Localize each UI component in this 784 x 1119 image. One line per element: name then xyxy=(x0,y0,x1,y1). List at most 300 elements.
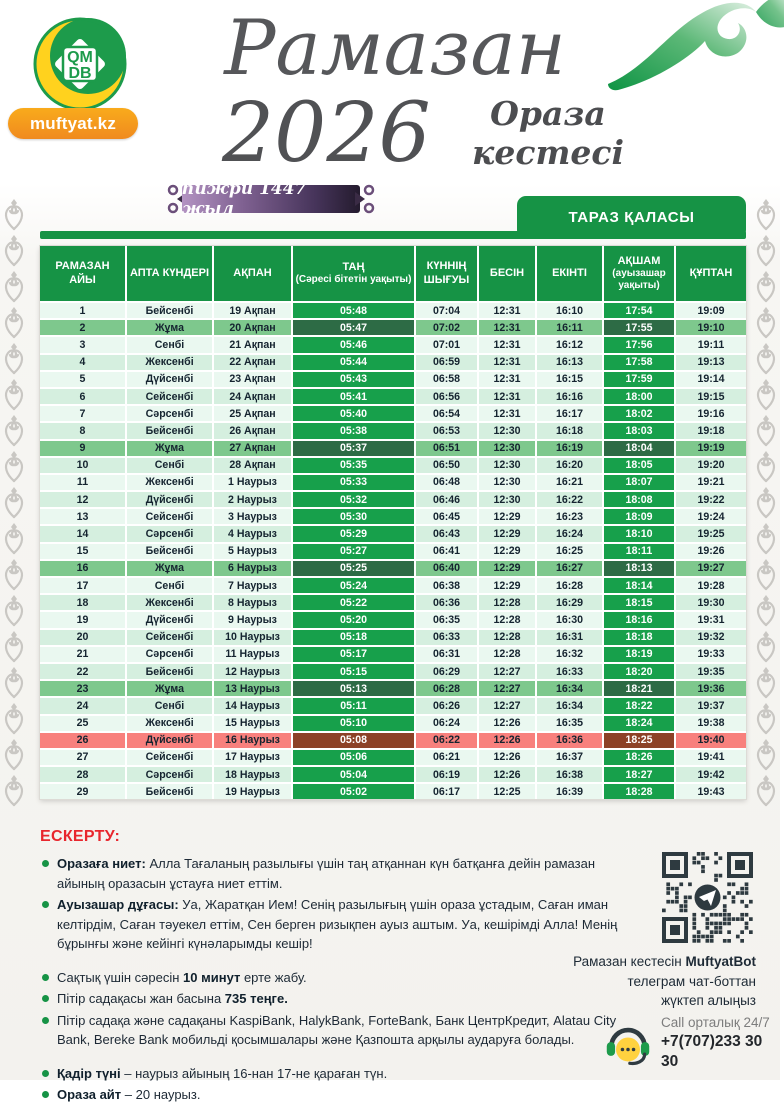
cell-besin-time: 12:31 xyxy=(479,355,535,370)
column-header-aqsham: АҚШАМ (ауызашар уақыты) xyxy=(604,246,674,301)
cell-tan-time: 05:15 xyxy=(293,664,414,679)
cell-ekinti-time: 16:11 xyxy=(537,320,602,335)
cell-weekday: Бейсенбі xyxy=(127,423,212,438)
cell-ekinti-time: 16:29 xyxy=(537,595,602,610)
cell-weekday: Дүйсенбі xyxy=(127,372,212,387)
cell-weekday: Сейсенбі xyxy=(127,630,212,645)
cell-sunrise-time: 06:41 xyxy=(416,544,477,559)
cell-tan-time: 05:43 xyxy=(293,372,414,387)
cell-quptan-time: 19:35 xyxy=(676,664,746,679)
cell-date: 6 Наурыз xyxy=(214,561,291,576)
cell-weekday: Сейсенбі xyxy=(127,509,212,524)
cell-day-number: 10 xyxy=(40,458,125,473)
cell-date: 26 Ақпан xyxy=(214,423,291,438)
cell-besin-time: 12:29 xyxy=(479,544,535,559)
cell-besin-time: 12:31 xyxy=(479,337,535,352)
cell-date: 19 Наурыз xyxy=(214,784,291,799)
cell-besin-time: 12:28 xyxy=(479,630,535,645)
cell-aqsham-time: 18:10 xyxy=(604,526,674,541)
cell-besin-time: 12:30 xyxy=(479,441,535,456)
table-row xyxy=(40,355,746,370)
cell-tan-time: 05:38 xyxy=(293,423,414,438)
cell-ekinti-time: 16:25 xyxy=(537,544,602,559)
cell-day-number: 11 xyxy=(40,475,125,490)
cell-tan-time: 05:27 xyxy=(293,544,414,559)
table-row xyxy=(40,630,746,645)
svg-text:QM: QM xyxy=(67,49,93,66)
cell-ekinti-time: 16:15 xyxy=(537,372,602,387)
cell-sunrise-time: 06:58 xyxy=(416,372,477,387)
table-row xyxy=(40,767,746,782)
cell-quptan-time: 19:26 xyxy=(676,544,746,559)
cell-quptan-time: 19:36 xyxy=(676,681,746,696)
cell-date: 17 Наурыз xyxy=(214,750,291,765)
cell-date: 14 Наурыз xyxy=(214,698,291,713)
cell-weekday: Сенбі xyxy=(127,337,212,352)
cell-besin-time: 12:30 xyxy=(479,475,535,490)
call-center-phone[interactable]: +7(707)233 30 30 xyxy=(661,1032,763,1070)
note-item: Ораза айт – 20 наурыз. xyxy=(40,1085,625,1105)
cell-aqsham-time: 18:03 xyxy=(604,423,674,438)
cell-sunrise-time: 06:56 xyxy=(416,389,477,404)
cell-weekday: Сейсенбі xyxy=(127,750,212,765)
cell-day-number: 12 xyxy=(40,492,125,507)
cell-besin-time: 12:28 xyxy=(479,647,535,662)
cell-ekinti-time: 16:36 xyxy=(537,733,602,748)
cell-tan-time: 05:35 xyxy=(293,458,414,473)
cell-tan-time: 05:44 xyxy=(293,355,414,370)
cell-day-number: 27 xyxy=(40,750,125,765)
cell-sunrise-time: 07:02 xyxy=(416,320,477,335)
table-row xyxy=(40,733,746,748)
cell-day-number: 24 xyxy=(40,698,125,713)
cell-besin-time: 12:30 xyxy=(479,458,535,473)
cell-date: 5 Наурыз xyxy=(214,544,291,559)
cell-tan-time: 05:47 xyxy=(293,320,414,335)
cell-besin-time: 12:27 xyxy=(479,698,535,713)
table-row xyxy=(40,526,746,541)
cell-sunrise-time: 06:40 xyxy=(416,561,477,576)
notes-group-3 xyxy=(40,1064,625,1105)
cell-tan-time: 05:22 xyxy=(293,595,414,610)
cell-day-number: 16 xyxy=(40,561,125,576)
cell-day-number: 29 xyxy=(40,784,125,799)
cell-quptan-time: 19:24 xyxy=(676,509,746,524)
cell-quptan-time: 19:31 xyxy=(676,612,746,627)
cell-besin-time: 12:31 xyxy=(479,320,535,335)
cell-ekinti-time: 16:10 xyxy=(537,303,602,318)
bullet-icon xyxy=(42,1017,49,1024)
cell-ekinti-time: 16:20 xyxy=(537,458,602,473)
cell-aqsham-time: 17:54 xyxy=(604,303,674,318)
cell-ekinti-time: 16:39 xyxy=(537,784,602,799)
qr-caption-line: жүктеп алыңыз xyxy=(661,993,756,1009)
cell-tan-time: 05:48 xyxy=(293,303,414,318)
cell-besin-time: 12:25 xyxy=(479,784,535,799)
cell-besin-time: 12:27 xyxy=(479,664,535,679)
cell-day-number: 21 xyxy=(40,647,125,662)
cell-aqsham-time: 17:55 xyxy=(604,320,674,335)
cell-aqsham-time: 18:16 xyxy=(604,612,674,627)
cell-tan-time: 05:32 xyxy=(293,492,414,507)
cell-besin-time: 12:31 xyxy=(479,303,535,318)
call-center-icon xyxy=(604,1019,652,1067)
cell-tan-time: 05:24 xyxy=(293,578,414,593)
cell-quptan-time: 19:13 xyxy=(676,355,746,370)
cell-quptan-time: 19:21 xyxy=(676,475,746,490)
cell-day-number: 6 xyxy=(40,389,125,404)
cell-quptan-time: 19:40 xyxy=(676,733,746,748)
cell-ekinti-time: 16:16 xyxy=(537,389,602,404)
cell-ekinti-time: 16:12 xyxy=(537,337,602,352)
cell-date: 18 Наурыз xyxy=(214,767,291,782)
cell-tan-time: 05:41 xyxy=(293,389,414,404)
cell-day-number: 1 xyxy=(40,303,125,318)
cell-sunrise-time: 06:19 xyxy=(416,767,477,782)
cell-sunrise-time: 06:26 xyxy=(416,698,477,713)
ornament-border-left xyxy=(1,197,27,819)
cell-ekinti-time: 16:30 xyxy=(537,612,602,627)
cell-besin-time: 12:31 xyxy=(479,389,535,404)
cell-quptan-time: 19:16 xyxy=(676,406,746,421)
cell-sunrise-time: 06:48 xyxy=(416,475,477,490)
muftyat-badge[interactable]: muftyat.kz xyxy=(8,108,138,139)
qr-caption-line: Рамазан кестесін MuftyatBot xyxy=(573,954,756,969)
table-row xyxy=(40,337,746,352)
cell-besin-time: 12:29 xyxy=(479,561,535,576)
cell-sunrise-time: 06:36 xyxy=(416,595,477,610)
table-row xyxy=(40,647,746,662)
cell-weekday: Дүйсенбі xyxy=(127,612,212,627)
column-header-ekinti: ЕКІНТІ xyxy=(537,246,602,301)
cell-quptan-time: 19:18 xyxy=(676,423,746,438)
cell-ekinti-time: 16:28 xyxy=(537,578,602,593)
note-item: Оразаға ниет: Алла Тағаланың разылығы үшін таң атқаннан күн батқанға дейін рамазан айының оразасын ұстауға ниет еттім. xyxy=(40,854,625,893)
qr-code xyxy=(660,850,755,945)
cell-date: 21 Ақпан xyxy=(214,337,291,352)
cell-date: 15 Наурыз xyxy=(214,716,291,731)
cell-sunrise-time: 06:35 xyxy=(416,612,477,627)
note-item: Ауызашар дұғасы: Уа, Жаратқан Ием! Сенің разылығың үшін ораза ұстадым, Саған иман келтірдім, Саған тәуекел еттім, Сен берген ризықпен ауыз аштым. Уа, кешірімді Алла! Менің бұрынғы және кейінгі күнәларымды кешір! xyxy=(40,895,625,954)
cell-aqsham-time: 18:28 xyxy=(604,784,674,799)
cell-tan-time: 05:02 xyxy=(293,784,414,799)
cell-besin-time: 12:26 xyxy=(479,750,535,765)
cell-tan-time: 05:25 xyxy=(293,561,414,576)
cell-aqsham-time: 18:22 xyxy=(604,698,674,713)
table-row xyxy=(40,406,746,421)
swoosh-ornament xyxy=(606,0,784,104)
cell-aqsham-time: 18:05 xyxy=(604,458,674,473)
table-row xyxy=(40,784,746,799)
cell-ekinti-time: 16:31 xyxy=(537,630,602,645)
cell-tan-time: 05:20 xyxy=(293,612,414,627)
cell-aqsham-time: 18:25 xyxy=(604,733,674,748)
table-row xyxy=(40,578,746,593)
cell-weekday: Сәрсенбі xyxy=(127,406,212,421)
cell-sunrise-time: 06:45 xyxy=(416,509,477,524)
cell-sunrise-time: 06:43 xyxy=(416,526,477,541)
cell-sunrise-time: 07:04 xyxy=(416,303,477,318)
table-row xyxy=(40,303,746,318)
cell-ekinti-time: 16:27 xyxy=(537,561,602,576)
cell-besin-time: 12:30 xyxy=(479,423,535,438)
cell-day-number: 22 xyxy=(40,664,125,679)
cell-aqsham-time: 18:07 xyxy=(604,475,674,490)
cell-day-number: 7 xyxy=(40,406,125,421)
cell-besin-time: 12:26 xyxy=(479,767,535,782)
cell-day-number: 5 xyxy=(40,372,125,387)
cell-tan-time: 05:30 xyxy=(293,509,414,524)
city-button[interactable]: ТАРАЗ ҚАЛАСЫ xyxy=(517,196,746,239)
cell-aqsham-time: 18:19 xyxy=(604,647,674,662)
page-title: Рамазан xyxy=(224,3,566,92)
cell-weekday: Жексенбі xyxy=(127,355,212,370)
cell-ekinti-time: 16:35 xyxy=(537,716,602,731)
cell-date: 16 Наурыз xyxy=(214,733,291,748)
cell-tan-time: 05:08 xyxy=(293,733,414,748)
cell-quptan-time: 19:22 xyxy=(676,492,746,507)
column-header-month: АҚПАН xyxy=(214,246,291,301)
cell-date: 19 Ақпан xyxy=(214,303,291,318)
cell-sunrise-time: 06:53 xyxy=(416,423,477,438)
cell-tan-time: 05:04 xyxy=(293,767,414,782)
banner-finial-right-icon xyxy=(354,182,376,216)
cell-quptan-time: 19:37 xyxy=(676,698,746,713)
table-row xyxy=(40,492,746,507)
cell-weekday: Сенбі xyxy=(127,578,212,593)
cell-aqsham-time: 18:20 xyxy=(604,664,674,679)
column-header-quptan: ҚҰПТАН xyxy=(676,246,746,301)
table-row xyxy=(40,320,746,335)
cell-aqsham-time: 18:26 xyxy=(604,750,674,765)
cell-date: 28 Ақпан xyxy=(214,458,291,473)
cell-besin-time: 12:26 xyxy=(479,716,535,731)
cell-quptan-time: 19:27 xyxy=(676,561,746,576)
cell-day-number: 3 xyxy=(40,337,125,352)
notes-group-1 xyxy=(40,854,625,954)
column-header-ramadan-day: РАМАЗАН АЙЫ xyxy=(40,246,125,301)
cell-sunrise-time: 06:31 xyxy=(416,647,477,662)
svg-text:DB: DB xyxy=(68,65,92,82)
table-row xyxy=(40,612,746,627)
cell-weekday: Бейсенбі xyxy=(127,544,212,559)
cell-date: 1 Наурыз xyxy=(214,475,291,490)
cell-day-number: 28 xyxy=(40,767,125,782)
cell-day-number: 26 xyxy=(40,733,125,748)
cell-date: 2 Наурыз xyxy=(214,492,291,507)
cell-ekinti-time: 16:23 xyxy=(537,509,602,524)
cell-weekday: Жұма xyxy=(127,561,212,576)
cell-date: 24 Ақпан xyxy=(214,389,291,404)
cell-tan-time: 05:40 xyxy=(293,406,414,421)
cell-date: 13 Наурыз xyxy=(214,681,291,696)
cell-ekinti-time: 16:38 xyxy=(537,767,602,782)
cell-sunrise-time: 06:21 xyxy=(416,750,477,765)
schedule-table xyxy=(40,246,746,799)
cell-weekday: Жексенбі xyxy=(127,475,212,490)
cell-tan-time: 05:11 xyxy=(293,698,414,713)
cell-weekday: Сәрсенбі xyxy=(127,767,212,782)
table-body xyxy=(40,303,746,799)
cell-tan-time: 05:46 xyxy=(293,337,414,352)
cell-quptan-time: 19:43 xyxy=(676,784,746,799)
bullet-icon xyxy=(42,1070,49,1077)
cell-quptan-time: 19:10 xyxy=(676,320,746,335)
bullet-icon xyxy=(42,974,49,981)
cell-date: 27 Ақпан xyxy=(214,441,291,456)
cell-tan-time: 05:10 xyxy=(293,716,414,731)
note-item: Қадір түні – наурыз айының 16-нан 17-не қараған түн. xyxy=(40,1064,625,1084)
call-center-block xyxy=(604,1014,780,1072)
cell-day-number: 13 xyxy=(40,509,125,524)
table-row xyxy=(40,475,746,490)
cell-date: 4 Наурыз xyxy=(214,526,291,541)
column-header-sunrise: КҮННІҢ ШЫҒУЫ xyxy=(416,246,477,301)
cell-ekinti-time: 16:37 xyxy=(537,750,602,765)
cell-date: 20 Ақпан xyxy=(214,320,291,335)
cell-date: 11 Наурыз xyxy=(214,647,291,662)
cell-weekday: Сейсенбі xyxy=(127,389,212,404)
cell-sunrise-time: 06:28 xyxy=(416,681,477,696)
cell-day-number: 17 xyxy=(40,578,125,593)
cell-weekday: Жексенбі xyxy=(127,716,212,731)
table-row xyxy=(40,716,746,731)
cell-sunrise-time: 06:29 xyxy=(416,664,477,679)
cell-date: 22 Ақпан xyxy=(214,355,291,370)
qr-caption xyxy=(520,952,756,1011)
table-row xyxy=(40,423,746,438)
table-top-bar xyxy=(40,231,746,239)
cell-ekinti-time: 16:22 xyxy=(537,492,602,507)
bullet-icon xyxy=(42,1091,49,1098)
cell-day-number: 18 xyxy=(40,595,125,610)
qmdb-logo xyxy=(32,16,128,112)
cell-tan-time: 05:33 xyxy=(293,475,414,490)
cell-sunrise-time: 07:01 xyxy=(416,337,477,352)
notes-title: ЕСКЕРТУ: xyxy=(40,828,121,845)
cell-weekday: Жұма xyxy=(127,681,212,696)
hijri-banner-label: һижри 1447 жыл xyxy=(182,185,360,213)
qr-caption-line: телеграм чат-боттан xyxy=(627,973,756,989)
cell-day-number: 15 xyxy=(40,544,125,559)
cell-weekday: Бейсенбі xyxy=(127,784,212,799)
cell-besin-time: 12:28 xyxy=(479,612,535,627)
cell-aqsham-time: 18:04 xyxy=(604,441,674,456)
cell-sunrise-time: 06:50 xyxy=(416,458,477,473)
cell-quptan-time: 19:20 xyxy=(676,458,746,473)
cell-date: 25 Ақпан xyxy=(214,406,291,421)
cell-sunrise-time: 06:54 xyxy=(416,406,477,421)
cell-quptan-time: 19:15 xyxy=(676,389,746,404)
cell-besin-time: 12:31 xyxy=(479,406,535,421)
cell-day-number: 20 xyxy=(40,630,125,645)
table-row xyxy=(40,561,746,576)
cell-day-number: 14 xyxy=(40,526,125,541)
column-header-tan: ТАҢ (Сәресі бітетін уақыты) xyxy=(293,246,414,301)
table-row xyxy=(40,509,746,524)
cell-aqsham-time: 18:14 xyxy=(604,578,674,593)
cell-tan-time: 05:17 xyxy=(293,647,414,662)
cell-aqsham-time: 18:13 xyxy=(604,561,674,576)
note-item: Пітір садақасы жан басына 735 теңге. xyxy=(40,989,625,1009)
table-row xyxy=(40,595,746,610)
cell-tan-time: 05:37 xyxy=(293,441,414,456)
cell-tan-time: 05:18 xyxy=(293,630,414,645)
cell-ekinti-time: 16:34 xyxy=(537,681,602,696)
bullet-icon xyxy=(42,860,49,867)
cell-ekinti-time: 16:13 xyxy=(537,355,602,370)
column-header-besin: БЕСІН xyxy=(479,246,535,301)
cell-ekinti-time: 16:17 xyxy=(537,406,602,421)
cell-aqsham-time: 17:58 xyxy=(604,355,674,370)
cell-sunrise-time: 06:38 xyxy=(416,578,477,593)
cell-quptan-time: 19:11 xyxy=(676,337,746,352)
ornament-border-right xyxy=(753,197,779,819)
cell-quptan-time: 19:09 xyxy=(676,303,746,318)
cell-ekinti-time: 16:33 xyxy=(537,664,602,679)
cell-weekday: Сенбі xyxy=(127,458,212,473)
table-row xyxy=(40,750,746,765)
cell-quptan-time: 19:32 xyxy=(676,630,746,645)
table-row xyxy=(40,389,746,404)
cell-day-number: 2 xyxy=(40,320,125,335)
cell-besin-time: 12:26 xyxy=(479,733,535,748)
bullet-icon xyxy=(42,995,49,1002)
cell-day-number: 19 xyxy=(40,612,125,627)
cell-quptan-time: 19:30 xyxy=(676,595,746,610)
cell-ekinti-time: 16:19 xyxy=(537,441,602,456)
cell-sunrise-time: 06:24 xyxy=(416,716,477,731)
cell-date: 8 Наурыз xyxy=(214,595,291,610)
cell-day-number: 4 xyxy=(40,355,125,370)
cell-sunrise-time: 06:46 xyxy=(416,492,477,507)
cell-quptan-time: 19:42 xyxy=(676,767,746,782)
cell-besin-time: 12:30 xyxy=(479,492,535,507)
cell-day-number: 23 xyxy=(40,681,125,696)
cell-sunrise-time: 06:33 xyxy=(416,630,477,645)
cell-besin-time: 12:29 xyxy=(479,578,535,593)
cell-quptan-time: 19:25 xyxy=(676,526,746,541)
cell-aqsham-time: 18:11 xyxy=(604,544,674,559)
table-row xyxy=(40,698,746,713)
cell-date: 23 Ақпан xyxy=(214,372,291,387)
cell-aqsham-time: 17:56 xyxy=(604,337,674,352)
cell-sunrise-time: 06:59 xyxy=(416,355,477,370)
cell-sunrise-time: 06:17 xyxy=(416,784,477,799)
cell-sunrise-time: 06:22 xyxy=(416,733,477,748)
cell-date: 9 Наурыз xyxy=(214,612,291,627)
cell-day-number: 9 xyxy=(40,441,125,456)
cell-tan-time: 05:13 xyxy=(293,681,414,696)
cell-aqsham-time: 18:08 xyxy=(604,492,674,507)
cell-besin-time: 12:27 xyxy=(479,681,535,696)
table-row xyxy=(40,372,746,387)
cell-quptan-time: 19:28 xyxy=(676,578,746,593)
cell-aqsham-time: 18:24 xyxy=(604,716,674,731)
cell-tan-time: 05:29 xyxy=(293,526,414,541)
cell-ekinti-time: 16:32 xyxy=(537,647,602,662)
cell-weekday: Жексенбі xyxy=(127,595,212,610)
table-row xyxy=(40,441,746,456)
table-row xyxy=(40,544,746,559)
cell-aqsham-time: 17:59 xyxy=(604,372,674,387)
year-title: 2026 xyxy=(222,86,431,181)
cell-aqsham-time: 18:09 xyxy=(604,509,674,524)
cell-aqsham-time: 18:18 xyxy=(604,630,674,645)
cell-quptan-time: 19:38 xyxy=(676,716,746,731)
cell-date: 3 Наурыз xyxy=(214,509,291,524)
cell-date: 10 Наурыз xyxy=(214,630,291,645)
